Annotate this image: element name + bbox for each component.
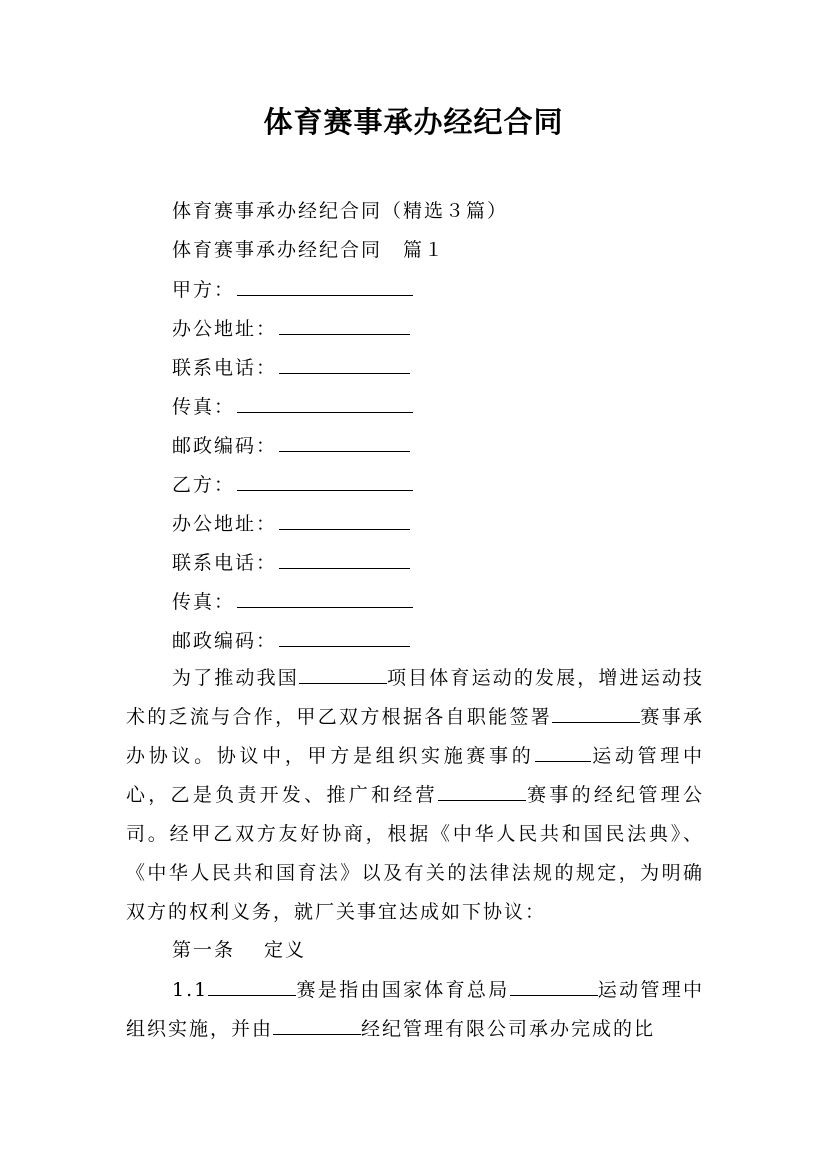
document-title: 体育赛事承办经纪合同 xyxy=(263,105,564,139)
party-b-blank xyxy=(237,471,413,491)
party-b-phone-blank xyxy=(279,549,410,569)
party-a-office-row xyxy=(172,315,410,342)
document-subtitle: 体育赛事承办经纪合同（精选３篇） xyxy=(172,200,509,222)
party-a-postcode-label: 邮政编码： xyxy=(172,435,278,457)
article-1-heading: 第一条 定义 xyxy=(172,939,307,961)
party-a-fax-label: 传真： xyxy=(172,396,236,418)
clause-1-1-paragraph xyxy=(126,971,704,1049)
party-a-label: 甲方： xyxy=(172,279,236,301)
party-b-office-blank xyxy=(279,510,410,530)
clause-1-1-text-3: 经纪管理有限公司承办完成的比 xyxy=(361,1018,656,1040)
party-b-phone-row xyxy=(172,549,410,576)
party-b-phone-label: 联系电话： xyxy=(172,552,278,574)
blank-company-name xyxy=(273,1016,361,1035)
blank-event-name xyxy=(552,704,640,723)
party-a-phone-label: 联系电话： xyxy=(172,357,278,379)
intro-text-3: 赛事承办协议。协议中，甲方是组织实施赛事的 xyxy=(126,706,704,767)
party-b-fax-row xyxy=(172,588,413,615)
blank-event-title xyxy=(208,977,296,996)
party-b-label: 乙方： xyxy=(172,474,236,496)
intro-text-4: 运动管理中心，乙是负责开发、推广和经营 xyxy=(126,745,704,806)
party-a-fax-blank xyxy=(237,393,413,413)
party-a-office-label: 办公地址： xyxy=(172,318,278,340)
party-a-phone-row xyxy=(172,354,410,381)
clause-1-1-text-2: 运动管理中组织实施，并由 xyxy=(126,979,704,1040)
party-a-blank xyxy=(237,276,413,296)
blank-sport-item xyxy=(299,665,387,684)
party-a-postcode-row xyxy=(172,432,410,459)
blank-sport-center xyxy=(535,743,591,762)
party-b-postcode-label: 邮政编码： xyxy=(172,630,278,652)
intro-text-2: 项目体育运动的发展，增进运动技术的乏流与合作，甲乙双方根据各自职能签署 xyxy=(126,667,704,728)
intro-text-1: 为了推动我国 xyxy=(172,667,299,689)
section-heading: 体育赛事承办经纪合同 篇１ xyxy=(172,239,446,261)
blank-sport-admin xyxy=(510,977,598,996)
clause-1-1-number: 1.1 xyxy=(172,979,209,1001)
blank-event-brand xyxy=(438,782,526,801)
party-a-fax-row xyxy=(172,393,413,420)
party-b-postcode-blank xyxy=(279,627,410,647)
party-a-office-blank xyxy=(279,315,410,335)
party-a-postcode-blank xyxy=(279,432,410,452)
intro-text-5: 赛事的经纪管理公司。经甲乙双方友好协商，根据《中华人民共和国民法典》、《中华人民共和国育法》以及有关的法律法规的规定，为明确双方的权利义务，就厂关事宜达成如下协议： xyxy=(126,784,704,923)
party-b-postcode-row xyxy=(172,627,410,654)
intro-paragraph xyxy=(126,659,704,932)
party-a-phone-blank xyxy=(279,354,410,374)
party-b-fax-label: 传真： xyxy=(172,591,236,613)
party-b-row xyxy=(172,471,413,498)
clause-1-1-text-1: 赛是指由国家体育总局 xyxy=(296,979,510,1001)
party-b-office-row xyxy=(172,510,410,537)
party-b-fax-blank xyxy=(237,588,413,608)
party-b-office-label: 办公地址： xyxy=(172,513,278,535)
party-a-row xyxy=(172,276,413,303)
